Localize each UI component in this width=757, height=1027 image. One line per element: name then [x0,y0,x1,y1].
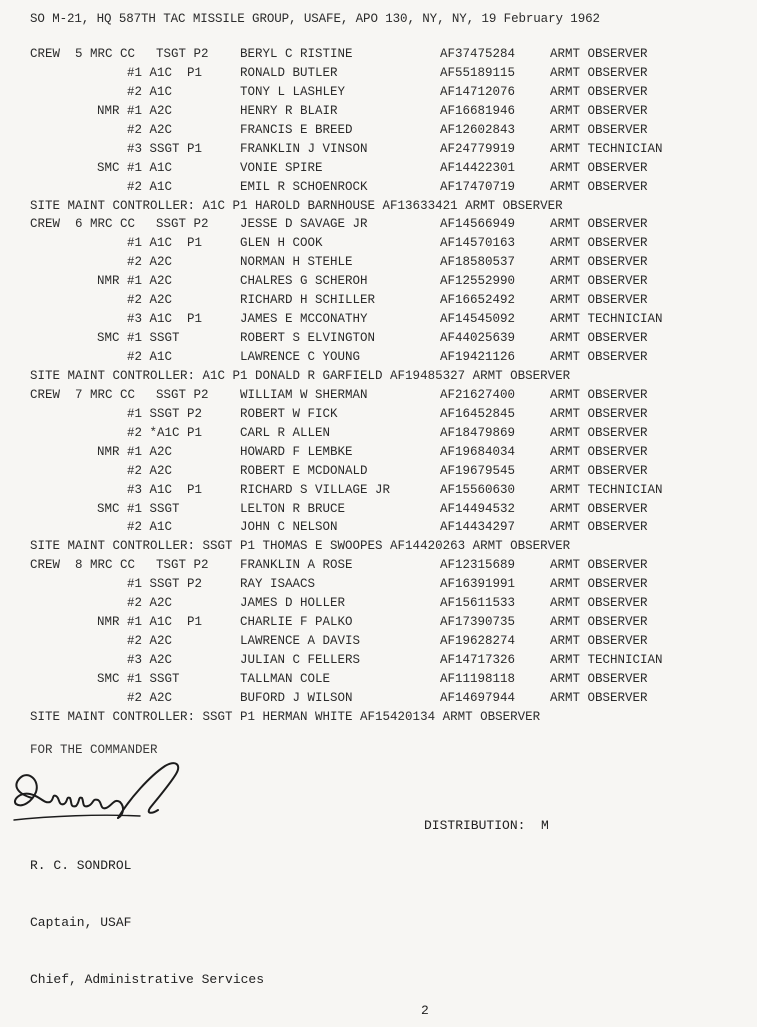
service-number: AF15560630 [440,482,516,497]
duty-title: ARMT OBSERVER [550,671,648,686]
service-number: AF18479869 [440,425,516,440]
position-rank: SSGT P2 [156,387,209,402]
position-rank: #3 A1C P1 [82,312,203,327]
site-maint-controller-row [30,708,740,727]
crew-label: CREW 6 MRC CC [30,217,136,232]
position-rank: #2 A2C [82,463,173,478]
member-name: BERYL C RISTINE [240,47,353,61]
service-number: AF14545092 [440,312,516,327]
service-number: AF17470719 [440,179,516,194]
roster-row [30,121,740,140]
service-number: AF14712076 [440,84,516,99]
member-name: ROBERT W FICK [240,406,338,421]
site-maint-controller-text: SITE MAINT CONTROLLER: SSGT P1 THOMAS E SWOOPES AF14420263 ARMT OBSERVER [30,539,571,554]
duty-title: ARMT OBSERVER [550,293,648,308]
position-rank: #3 SSGT P1 [82,141,203,156]
member-name: NORMAN H STEHLE [240,255,353,270]
duty-title: ARMT OBSERVER [550,160,648,175]
distribution: DISTRIBUTION: M [424,818,549,833]
roster-row [30,632,740,651]
roster-row [30,651,740,670]
service-number: AF16391991 [440,577,516,592]
member-name: FRANKLIN A ROSE [240,558,353,573]
position-rank: SMC #1 SSGT [82,671,180,686]
position-rank: #3 A2C [82,653,173,667]
service-number: AF14422301 [440,160,516,175]
member-name: HENRY R BLAIR [240,103,338,118]
roster-row [30,481,740,500]
member-name: JAMES E MCCONATHY [240,312,368,327]
service-number: AF21627400 [440,387,516,402]
position-rank: NMR #1 A1C P1 [82,615,203,630]
service-number: AF14697944 [440,690,516,705]
member-name: BUFORD J WILSON [240,690,353,705]
service-number: AF14717326 [440,653,516,667]
signer-title: Chief, Administrative Services [30,972,265,987]
position-rank: #3 A1C P1 [82,482,203,497]
service-number: AF44025639 [440,331,516,346]
member-name: VONIE SPIRE [240,160,323,175]
position-rank: #2 A1C [82,84,173,99]
duty-title: ARMT OBSERVER [550,501,648,516]
order-header: SO M-21, HQ 587TH TAC MISSILE GROUP, USAFE, APO 130, NY, NY, 19 February 1962 [30,12,600,26]
member-name: LELTON R BRUCE [240,501,346,516]
member-name: LAWRENCE A DAVIS [240,634,361,649]
service-number: AF11198118 [440,671,516,686]
member-name: WILLIAM W SHERMAN [240,387,368,402]
position-rank: #1 A1C P1 [82,236,203,251]
site-maint-controller-text: SITE MAINT CONTROLLER: A1C P1 HAROLD BARNHOUSE AF13633421 ARMT OBSERVER [30,198,563,213]
roster-row [30,253,740,272]
roster-row [30,670,740,689]
service-number: AF16452845 [440,406,516,421]
roster-row [30,462,740,481]
duty-title: ARMT OBSERVER [550,274,648,289]
duty-title: ARMT OBSERVER [550,47,648,61]
roster-row [30,424,740,443]
position-rank: SSGT P2 [156,217,209,232]
roster-row [30,329,740,348]
service-number: AF19628274 [440,634,516,649]
roster-row [30,140,740,159]
site-maint-controller-text: SITE MAINT CONTROLLER: SSGT P1 HERMAN WHITE AF15420134 ARMT OBSERVER [30,709,541,724]
position-rank: #2 A1C [82,520,173,535]
duty-title: ARMT TECHNICIAN [550,482,663,497]
service-number: AF16652492 [440,293,516,308]
position-rank: #1 SSGT P2 [82,406,203,421]
duty-title: ARMT OBSERVER [550,84,648,99]
duty-title: ARMT OBSERVER [550,558,648,573]
roster-row [30,45,740,64]
service-number: AF18580537 [440,255,516,270]
member-name: CARL R ALLEN [240,425,331,440]
service-number: AF19421126 [440,350,516,364]
duty-title: ARMT OBSERVER [550,425,648,440]
position-rank: #2 *A1C P1 [82,425,203,440]
crew-label: CREW 5 MRC CC [30,47,136,61]
duty-title: ARMT OBSERVER [550,122,648,137]
member-name: JAMES D HOLLER [240,596,346,611]
roster-row [30,64,740,83]
position-rank: #2 A2C [82,596,173,611]
roster-row [30,83,740,102]
position-rank: NMR #1 A2C [82,444,173,459]
service-number: AF24779919 [440,141,516,156]
roster-row [30,556,740,575]
member-name: ROBERT S ELVINGTON [240,331,376,346]
site-maint-controller-row [30,197,740,216]
member-name: RICHARD H SCHILLER [240,293,376,308]
service-number: AF14566949 [440,217,516,232]
duty-title: ARMT OBSERVER [550,387,648,402]
roster-row [30,689,740,708]
site-maint-controller-row [30,367,740,386]
member-name: JESSE D SAVAGE JR [240,217,368,232]
roster-row [30,405,740,424]
duty-title: ARMT OBSERVER [550,406,648,421]
member-name: JOHN C NELSON [240,520,338,535]
roster-row [30,500,740,519]
duty-title: ARMT TECHNICIAN [550,653,663,667]
roster-row [30,310,740,329]
duty-title: ARMT TECHNICIAN [550,312,663,327]
position-rank: #2 A2C [82,293,173,308]
duty-title: ARMT TECHNICIAN [550,141,663,156]
duty-title: ARMT OBSERVER [550,596,648,611]
member-name: RONALD BUTLER [240,65,338,80]
duty-title: ARMT OBSERVER [550,690,648,705]
signer-name: R. C. SONDROL [30,858,132,873]
roster-row [30,518,740,537]
crew-label: CREW 8 MRC CC [30,558,136,573]
roster-row [30,348,740,367]
duty-title: ARMT OBSERVER [550,217,648,232]
duty-title: ARMT OBSERVER [550,463,648,478]
duty-title: ARMT OBSERVER [550,179,648,194]
position-rank: SMC #1 A1C [82,160,173,175]
member-name: CHARLIE F PALKO [240,615,353,630]
position-rank: SMC #1 SSGT [82,501,180,516]
duty-title: ARMT OBSERVER [550,255,648,270]
service-number: AF12602843 [440,122,516,137]
duty-title: ARMT OBSERVER [550,103,648,118]
signature-block [30,818,264,1027]
roster-row [30,443,740,462]
member-name: CHALRES G SCHEROH [240,274,368,289]
service-number: AF19684034 [440,444,516,459]
site-maint-controller-row [30,537,740,556]
for-the-commander: FOR THE COMMANDER [30,743,158,757]
roster-row [30,386,740,405]
roster-row [30,178,740,197]
member-name: FRANKLIN J VINSON [240,141,368,156]
service-number: AF17390735 [440,615,516,630]
member-name: FRANCIS E BREED [240,122,353,137]
service-number: AF12552990 [440,274,516,289]
roster-row [30,272,740,291]
duty-title: ARMT OBSERVER [550,331,648,346]
site-maint-controller-text: SITE MAINT CONTROLLER: A1C P1 DONALD R GARFIELD AF19485327 ARMT OBSERVER [30,368,571,383]
service-number: AF37475284 [440,47,516,61]
roster-row [30,215,740,234]
position-rank: TSGT P2 [156,47,209,61]
service-number: AF14570163 [440,236,516,251]
service-number: AF16681946 [440,103,516,118]
roster-row [30,234,740,253]
position-rank: #2 A2C [82,122,173,137]
position-rank: #2 A2C [82,690,173,705]
member-name: TONY L LASHLEY [240,84,346,99]
member-name: TALLMAN COLE [240,671,331,686]
service-number: AF55189115 [440,65,516,80]
service-number: AF14494532 [440,501,516,516]
crew-roster [30,45,740,727]
roster-row [30,575,740,594]
position-rank: #2 A2C [82,634,173,649]
roster-row [30,594,740,613]
roster-row [30,102,740,121]
duty-title: ARMT OBSERVER [550,236,648,251]
member-name: RICHARD S VILLAGE JR [240,482,391,497]
position-rank: TSGT P2 [156,558,209,573]
duty-title: ARMT OBSERVER [550,444,648,459]
member-name: GLEN H COOK [240,236,323,251]
signer-rank: Captain, USAF [30,915,132,930]
duty-title: ARMT OBSERVER [550,65,648,80]
duty-title: ARMT OBSERVER [550,520,648,535]
roster-row [30,613,740,632]
service-number: AF19679545 [440,463,516,478]
position-rank: SMC #1 SSGT [82,331,180,346]
duty-title: ARMT OBSERVER [550,615,648,630]
position-rank: #1 SSGT P2 [82,577,203,592]
roster-row [30,291,740,310]
member-name: LAWRENCE C YOUNG [240,350,361,364]
member-name: HOWARD F LEMBKE [240,444,353,459]
service-number: AF15611533 [440,596,516,611]
roster-row [30,159,740,178]
member-name: EMIL R SCHOENROCK [240,179,368,194]
position-rank: NMR #1 A2C [82,274,173,289]
page-number: 2 [421,1003,429,1018]
member-name: ROBERT E MCDONALD [240,463,368,478]
duty-title: ARMT OBSERVER [550,577,648,592]
position-rank: #2 A1C [82,179,173,194]
service-number: AF12315689 [440,558,516,573]
duty-title: ARMT OBSERVER [550,350,648,364]
position-rank: #2 A1C [82,350,173,364]
duty-title: ARMT OBSERVER [550,634,648,649]
crew-label: CREW 7 MRC CC [30,387,136,402]
position-rank: #2 A2C [82,255,173,270]
service-number: AF14434297 [440,520,516,535]
member-name: JULIAN C FELLERS [240,653,361,667]
position-rank: NMR #1 A2C [82,103,173,118]
member-name: RAY ISAACS [240,577,316,592]
position-rank: #1 A1C P1 [82,65,203,80]
